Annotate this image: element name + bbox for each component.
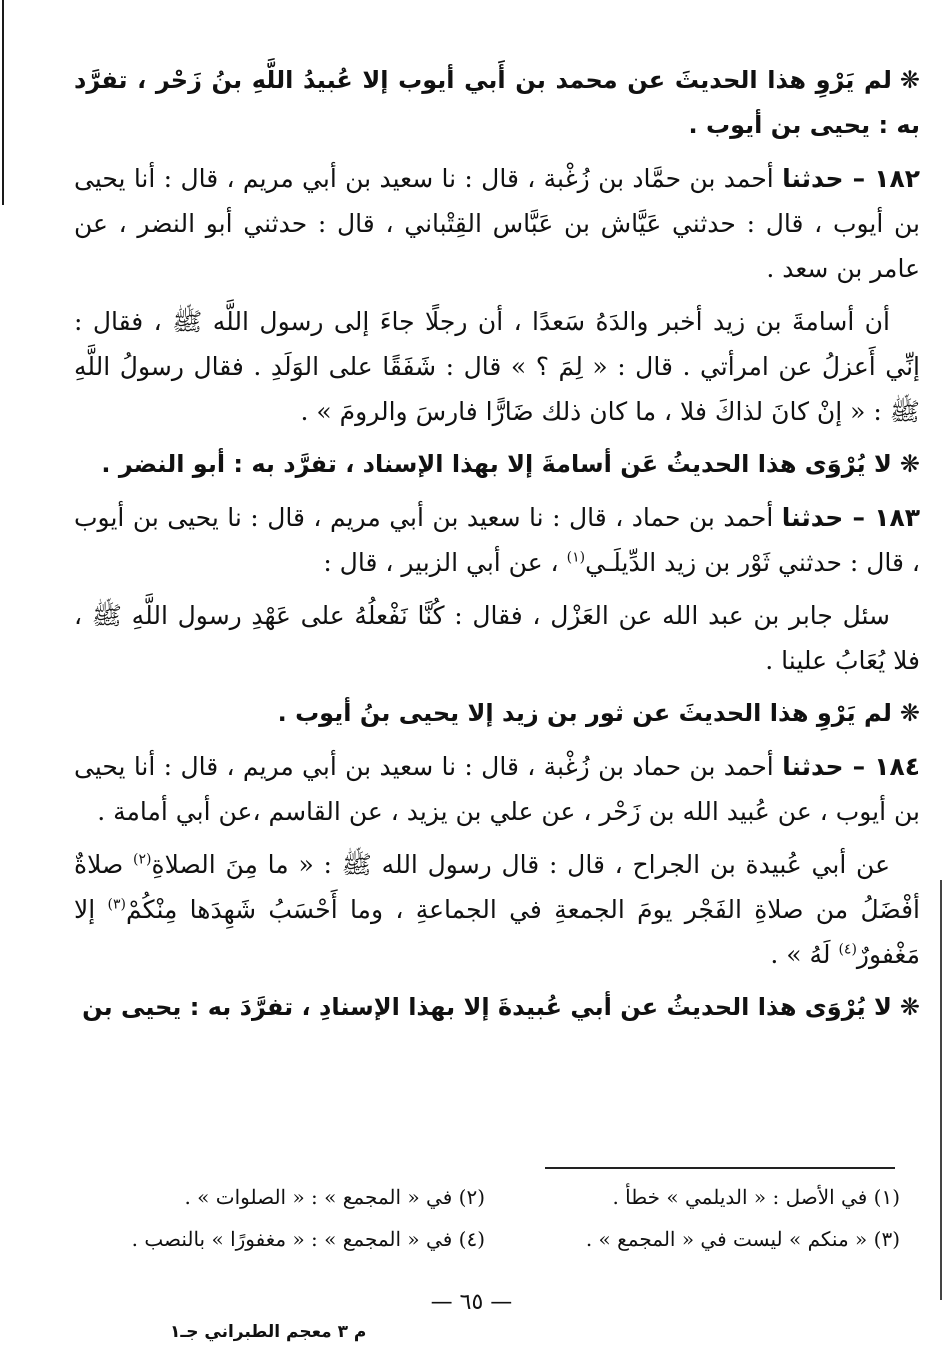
star-marker: ❋ (899, 993, 920, 1021)
footnote-ref: (٤) (838, 941, 857, 958)
footnote-row (70, 1218, 900, 1260)
isnad-text: أحمد بن حماد بن زُغْبة ، قال : نا سعيد بن أبي مريم ، قال : أنا يحيى بن أيوب ، عن عُبيد الله بن زَحْر ، عن علي بن يزيد ، عن القاسم ،عن أبي أمامة . (74, 752, 920, 826)
footnote-4 (70, 1218, 485, 1260)
footnote-text: في الأصل : « الديلمي » خطأ . (612, 1185, 868, 1209)
page-number: — ٦٥ — (430, 1290, 513, 1315)
isnad-text-continued: ، عن أبي الزبير ، قال : (323, 548, 559, 577)
footnote-mark: (٢) (458, 1185, 485, 1209)
hadith-184-isnad (74, 744, 920, 834)
matn-text: أن أسامةَ بن زيد أخبر والدَهُ سَعدًا ، أن رجلًا جاءَ إلى رسول اللَّه ﷺ ، فقال : إنِّي أَعزلُ عن امرأتي . قال : « لِمَ ؟ » قال : شَفَقًا على الوَلَدِ . فقال رسولُ اللَّهِ ﷺ : « إنْ كانَ لذاكَ فلا ، ما كان ذلك ضَارًّا فارسَ والرومَ » . (74, 307, 920, 426)
hadith-184-matn (74, 842, 920, 977)
footnote-text: في « المجمع » : « الصلوات » . (184, 1185, 453, 1209)
footnote-ref: (٣) (107, 896, 126, 913)
note-paragraph (74, 58, 920, 148)
matn-text-3: إلا مَغْفورٌ (74, 895, 920, 969)
note-paragraph (74, 985, 920, 1030)
star-marker: ❋ (899, 699, 920, 727)
footnote-mark: (٤) (458, 1227, 485, 1251)
hadith-182-matn (74, 299, 920, 434)
matn-text-2: صلاةٌ أفْضَلُ من صلاةِ الفَجْر يومَ الجمعةِ في الجماعةِ ، وما أَحْسَبُ شَهِدَها مِنْكُمْ (74, 850, 920, 924)
hadith-183-matn (74, 593, 920, 683)
note-text: لم يَرْوِ هذا الحديثَ عن محمد بن أَبي أيوب إلا عُبيدُ اللَّهِ بنُ زَحْر ، تفرَّد به : يحيى بن أيوب . (74, 66, 920, 139)
note-paragraph (74, 442, 920, 487)
matn-text: عن أبي عُبيدة بن الجراح ، قال : قال رسول الله ﷺ : « ما مِنَ الصلاةِ (151, 850, 890, 879)
hadith-number: ١٨٣ – حدثنا (781, 503, 920, 532)
footnote-text: في « المجمع » : « مغفورًا » بالنصب . (131, 1227, 453, 1251)
note-text: لا يُرْوَى هذا الحديثُ عن أبي عُبيدةَ إلا بهذا الإسنادِ ، تفرَّدَ به : يحيى بن (82, 993, 892, 1021)
star-marker: ❋ (899, 66, 920, 94)
footnote-1 (485, 1176, 900, 1218)
footnote-2 (70, 1176, 485, 1218)
matn-text: سئل جابر بن عبد الله عن العَزْل ، فقال : كُنَّا نَفْعلُهُ على عَهْدِ رسول اللَّهِ ﷺ ، فلا يُعَابُ علينا . (74, 601, 920, 675)
note-text: لا يُرْوَى هذا الحديثُ عَن أسامةَ إلا بهذا الإسناد ، تفرَّد به : أبو النضر . (101, 450, 892, 478)
main-text (74, 58, 920, 1038)
footnote-ref: (١) (566, 549, 586, 566)
star-marker: ❋ (899, 450, 920, 478)
matn-text-4: لَهُ » . (770, 940, 831, 969)
footnote-ref: (٢) (133, 851, 152, 868)
printer-signature: م ٣ معجم الطبراني جـ١ (170, 1322, 367, 1342)
footnote-row (70, 1176, 900, 1218)
footnote-divider (545, 1167, 895, 1169)
footnotes (70, 1176, 900, 1260)
footnote-3 (485, 1218, 900, 1260)
hadith-number: ١٨٢ – حدثنا (782, 164, 920, 193)
isnad-text: أحمد بن حماد ، قال : نا سعيد بن أبي مريم ، قال : نا يحيى بن أيوب ، قال : حدثني ثَوْر بن زيد الدِّيلَـي (74, 503, 920, 577)
note-text: لم يَرْوِ هذا الحديثَ عن ثور بن زيد إلا يحيى بنُ أيوب . (277, 699, 892, 727)
hadith-number: ١٨٤ – حدثنا (782, 752, 920, 781)
footnote-mark: (٣) (873, 1227, 900, 1251)
page-edge-left (2, 0, 4, 205)
hadith-182-isnad (74, 156, 920, 291)
footnote-mark: (١) (873, 1185, 900, 1209)
isnad-text: أحمد بن حمَّاد بن زُغْبة ، قال : نا سعيد بن أبي مريم ، قال : أنا يحيى بن أيوب ، قال : حدثني عَيَّاش بن عَبَّاس القِتْباني ، قال : حدثني أبو النضر ، عن عامر بن سعد . (74, 164, 920, 283)
footnote-text: « منكم » ليست في « المجمع » . (585, 1227, 868, 1251)
note-paragraph (74, 691, 920, 736)
page-edge-right (940, 880, 942, 1300)
hadith-183-isnad (74, 495, 920, 585)
